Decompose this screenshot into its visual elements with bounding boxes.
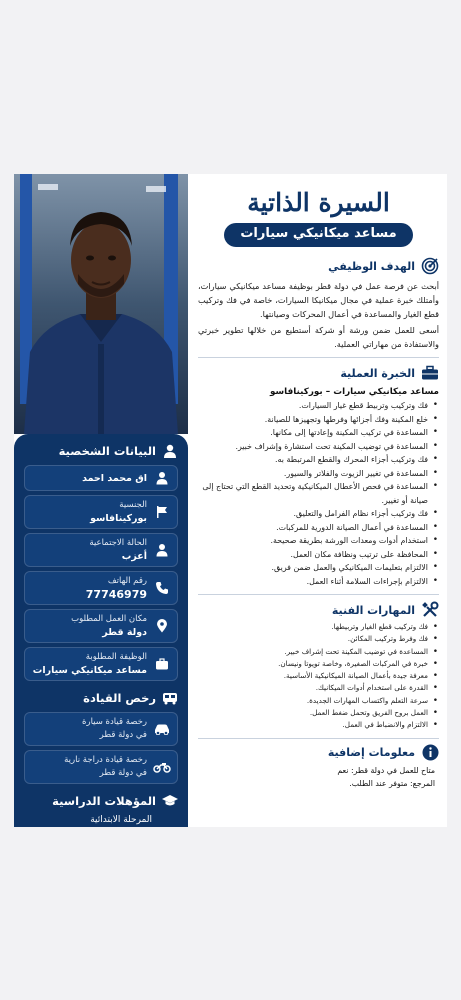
experience-item: • استخدام أدوات ومعدات الورشة بطريقة صحيحة. <box>198 534 439 548</box>
motorcycle-icon <box>153 761 171 773</box>
experience-heading: الخبرة العملية <box>198 364 439 382</box>
experience-item: • فك وتركيب وتربيط قطع غيار السيارات. <box>198 399 439 413</box>
experience-list <box>198 399 439 588</box>
name-card <box>24 465 178 491</box>
marital-value: أعزب <box>121 551 147 562</box>
job-title-badge: مساعد ميكانيكي سيارات <box>224 223 412 247</box>
skill-item: • المساعدة في توضيب المكينة تحت إشراف خبير. <box>198 646 439 658</box>
tools-icon <box>421 601 439 619</box>
graduation-cap-icon <box>162 793 178 809</box>
skill-item: • فك وتركيب قطع الغيار وتربيطها. <box>198 621 439 633</box>
person-icon <box>153 471 171 485</box>
licenses-heading: رخص القيادة <box>24 687 178 709</box>
skill-item: • سرعة التعلم واكتساب المهارات الجديدة. <box>198 695 439 707</box>
experience-item: • فك وتركيب أجزاء نظام الفرامل والتعليق. <box>198 507 439 521</box>
divider <box>198 738 439 739</box>
phone-icon <box>153 581 171 595</box>
experience-item: • فك وتركيب أجزاء المحرك والقطع المرتبطة به. <box>198 453 439 467</box>
car-license-card <box>24 712 178 746</box>
personal-info-panel <box>14 434 188 827</box>
nationality-card <box>24 495 178 529</box>
profile-photo <box>14 174 188 434</box>
availability-line: متاح للعمل في دولة قطر: نعم <box>337 765 435 775</box>
skills-list <box>198 621 439 732</box>
education-heading: المؤهلات الدراسية <box>24 790 178 812</box>
skill-item: • فك وفرط وتركيب المكائن. <box>198 633 439 645</box>
flag-icon <box>153 505 171 519</box>
location-label: مكان العمل المطلوب <box>71 614 147 624</box>
experience-item: • المساعدة في أعمال الصيانة الدورية للمركبات. <box>198 521 439 535</box>
experience-item: • المحافظة على ترتيب ونظافة مكان العمل. <box>198 548 439 562</box>
objective-heading: الهدف الوظيفي <box>198 257 439 275</box>
personal-heading: البيانات الشخصية <box>24 440 178 462</box>
experience-item: • خلع المكينة وفك أجزائها وفرطها وتجهيزها للصيانة. <box>198 413 439 427</box>
experience-item: • المساعدة في تركيب المكينة وإعادتها إلى مكانها. <box>198 426 439 440</box>
phone-label: رقم الهاتف <box>107 576 147 586</box>
skill-item: • القدرة على استخدام أدوات الميكانيك. <box>198 682 439 694</box>
objective-paragraph-2: أسعى للعمل ضمن ورشة أو شركة أستطيع من خلالها تطوير خبرتي والاستفادة من مهاراتي العملية. <box>198 325 439 349</box>
full-name: اق محمد احمد <box>82 472 147 484</box>
experience-item: • الالتزام بتعليمات الميكانيكي والعمل ضمن فريق. <box>198 561 439 575</box>
person-icon <box>153 543 171 557</box>
objective-paragraph-1: أبحث عن فرصة عمل في دولة قطر بوظيفة مساعد ميكانيكي سيارات، وأمتلك خبرة عملية في مجال ميكانيكا السيارات، خاصة في فك وتركيب قطع الغيار والمساعدة في أعمال المحركات وصيانتها. <box>198 281 439 319</box>
car-license-label: رخصة قيادة سيارة <box>82 717 147 727</box>
divider <box>198 357 439 358</box>
phone-value: 77746979 <box>85 588 147 601</box>
marital-label: الحالة الاجتماعية <box>89 538 147 548</box>
reference-line: المرجع: متوفر عند الطلب. <box>349 778 435 788</box>
skill-item: • خبرة في المركبات الصغيرة، وخاصة تويوتا ونيسان. <box>198 658 439 670</box>
location-value: دولة قطر <box>102 627 147 638</box>
briefcase-icon <box>421 364 439 382</box>
bike-license-label: رخصة قيادة دراجة نارية <box>64 755 147 765</box>
resume-page <box>14 174 447 827</box>
bus-icon <box>162 690 178 706</box>
job-value: مساعد ميكانيكي سيارات <box>32 665 147 676</box>
nationality-value: بوركينافاسو <box>90 513 147 524</box>
location-card <box>24 609 178 643</box>
phone-card <box>24 571 178 605</box>
divider <box>198 594 439 595</box>
job-label: الوظيفة المطلوبة <box>85 652 147 662</box>
education-level: المرحلة الابتدائية <box>90 815 152 825</box>
user-icon <box>162 443 178 459</box>
job-card <box>24 647 178 681</box>
experience-item: • المساعدة في توضيب المكينة تحت استشارة وإشراف خبير. <box>198 440 439 454</box>
car-license-place: في دولة قطر <box>99 730 147 740</box>
main-column <box>188 174 447 827</box>
car-icon <box>153 723 171 735</box>
briefcase-icon <box>153 657 171 671</box>
marital-card <box>24 533 178 567</box>
target-icon <box>421 257 439 275</box>
nationality-label: الجنسية <box>119 500 147 510</box>
bike-license-card <box>24 750 178 784</box>
resume-title: السيرة الذاتية <box>247 188 390 217</box>
bike-license-place: في دولة قطر <box>99 768 147 778</box>
skill-item: • العمل بروح الفريق وتحمل ضغط العمل. <box>198 707 439 719</box>
experience-item: • المساعدة في فحص الأعطال الميكانيكية وتحديد القطع التي تحتاج إلى صيانة أو تغيير. <box>198 480 439 507</box>
location-pin-icon <box>153 619 171 633</box>
skill-item: • الالتزام والانضباط في العمل. <box>198 719 439 731</box>
experience-role: مساعد ميكانيكي سيارات – بوركينافاسو <box>270 387 439 397</box>
experience-item: • المساعدة في تغيير الزيوت والفلاتر والسيور. <box>198 467 439 481</box>
info-icon <box>421 744 439 762</box>
skills-heading: المهارات الفنية <box>198 601 439 619</box>
skill-item: • معرفة جيدة بأعمال الصيانة الميكانيكية الأساسية. <box>198 670 439 682</box>
experience-item: • الالتزام بإجراءات السلامة أثناء العمل. <box>198 575 439 589</box>
additional-heading: معلومات إضافية <box>198 744 439 762</box>
